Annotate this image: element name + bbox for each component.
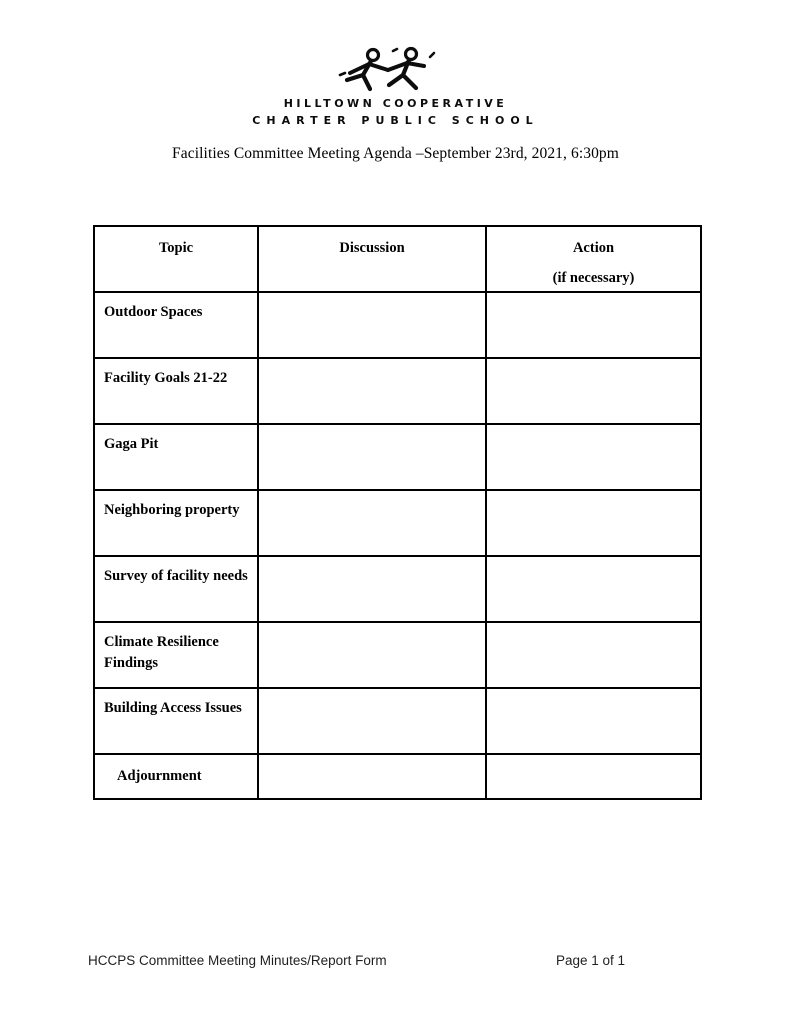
table-row	[94, 292, 701, 358]
column-header-discussion: Discussion	[258, 226, 486, 292]
discussion-cell	[258, 292, 486, 358]
agenda-table-header	[94, 226, 701, 292]
action-cell	[486, 490, 701, 556]
table-row	[94, 358, 701, 424]
running-stick-figures-icon	[0, 44, 791, 94]
agenda-table	[93, 225, 702, 800]
discussion-cell	[258, 358, 486, 424]
discussion-cell	[258, 754, 486, 799]
action-cell	[486, 556, 701, 622]
action-cell	[486, 424, 701, 490]
school-logo	[0, 44, 791, 128]
discussion-cell	[258, 688, 486, 754]
action-cell	[486, 358, 701, 424]
topic-cell: Outdoor Spaces	[94, 292, 258, 358]
table-row	[94, 556, 701, 622]
discussion-cell	[258, 622, 486, 688]
topic-cell: Climate Resilience Findings	[94, 622, 258, 688]
logo-text-line2: CHARTER PUBLIC SCHOOL	[252, 113, 539, 127]
topic-cell: Building Access Issues	[94, 688, 258, 754]
footer-page-number: Page 1 of 1	[555, 953, 625, 968]
table-row	[94, 622, 701, 688]
action-cell	[486, 688, 701, 754]
action-cell	[486, 754, 701, 799]
action-header-label: Action	[572, 240, 615, 256]
page-footer	[88, 953, 625, 968]
page-title: Facilities Committee Meeting Agenda –September 23rd, 2021, 6:30pm	[172, 145, 619, 162]
table-row	[94, 490, 701, 556]
column-header-action	[486, 226, 701, 292]
topic-cell: Facility Goals 21-22	[94, 358, 258, 424]
header-row	[94, 226, 701, 292]
topic-cell: Neighboring property	[94, 490, 258, 556]
table-row	[94, 424, 701, 490]
topic-cell: Adjournment	[94, 754, 258, 799]
topic-cell: Survey of facility needs	[94, 556, 258, 622]
table-row	[94, 688, 701, 754]
action-cell	[486, 292, 701, 358]
topic-cell: Gaga Pit	[94, 424, 258, 490]
discussion-cell	[258, 556, 486, 622]
discussion-cell	[258, 424, 486, 490]
column-header-topic: Topic	[94, 226, 258, 292]
action-cell	[486, 622, 701, 688]
table-row	[94, 754, 701, 799]
discussion-cell	[258, 490, 486, 556]
footer-form-name: HCCPS Committee Meeting Minutes/Report Form	[88, 953, 387, 968]
action-header-note: (if necessary)	[552, 270, 635, 286]
logo-text-line1: HILLTOWN COOPERATIVE	[283, 97, 508, 110]
